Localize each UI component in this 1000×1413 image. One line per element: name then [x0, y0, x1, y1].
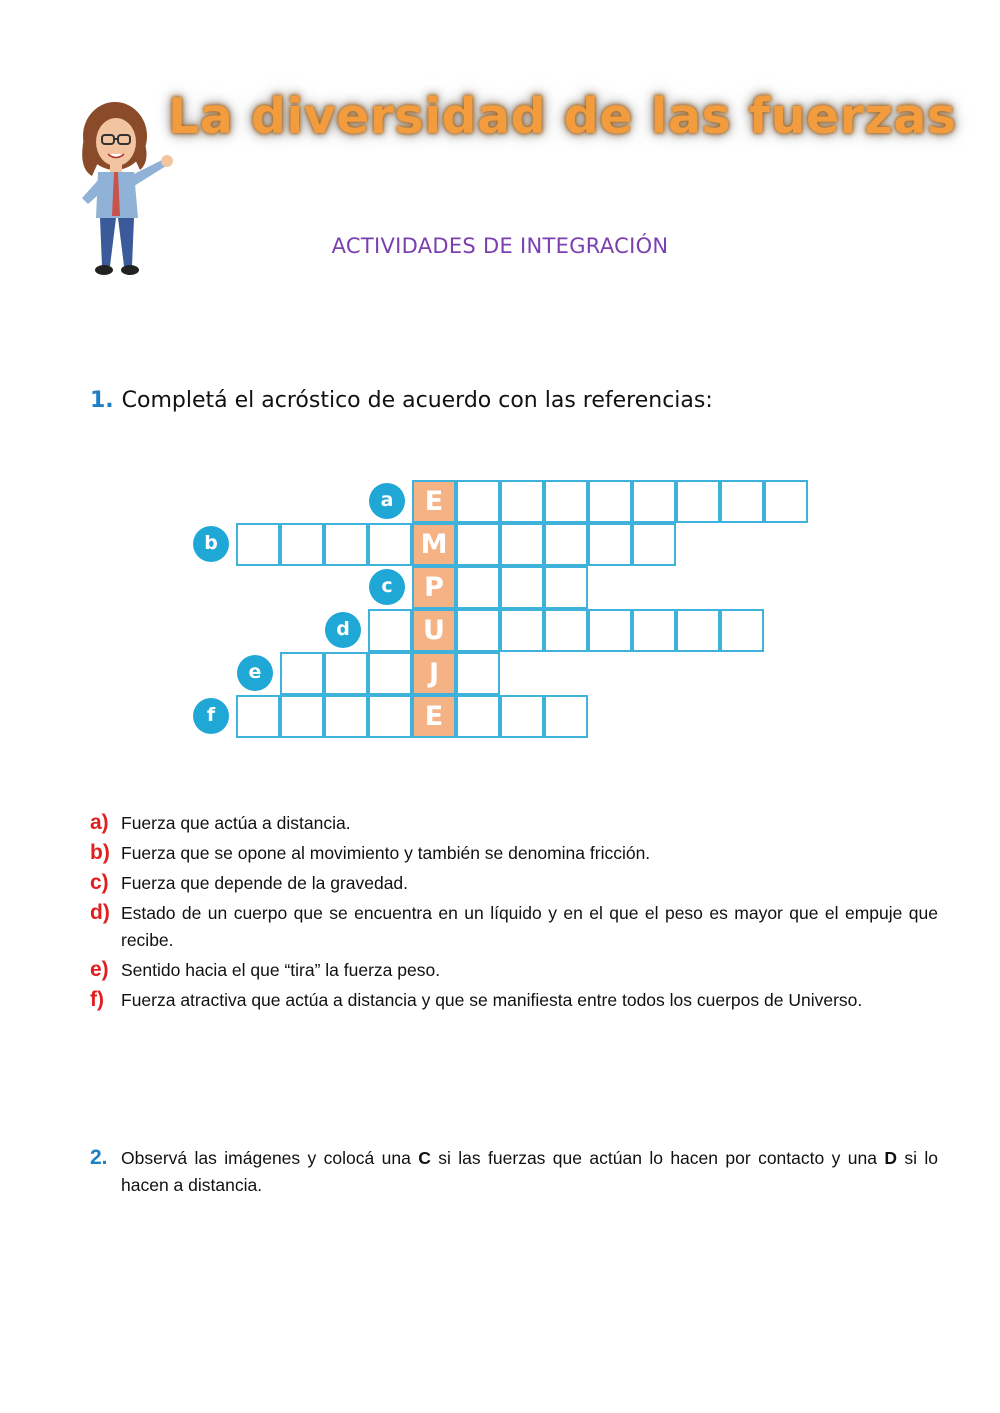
row-label-badge: b: [193, 526, 229, 562]
acrostic-answer-cell[interactable]: [544, 609, 588, 652]
clue-item: [90, 987, 938, 1014]
acrostic-answer-cell[interactable]: [368, 695, 412, 738]
exercise-2-text-part-1: Observá las imágenes y colocá una: [121, 1148, 419, 1168]
clue-text: Fuerza que se opone al movimiento y también se denomina fricción.: [121, 843, 651, 863]
acrostic-answer-cell[interactable]: [588, 523, 632, 566]
clue-letter: b): [90, 841, 110, 864]
row-label-badge: a: [369, 483, 405, 519]
row-label-badge: f: [193, 698, 229, 734]
acrostic-answer-cell[interactable]: [544, 480, 588, 523]
clue-item: [90, 810, 938, 837]
clue-list: [90, 810, 938, 1017]
acrostic-answer-cell[interactable]: [368, 523, 412, 566]
acrostic-answer-cell[interactable]: [720, 609, 764, 652]
acrostic-answer-cell[interactable]: [720, 480, 764, 523]
acrostic-answer-cell[interactable]: [632, 523, 676, 566]
clue-item: [90, 870, 938, 897]
acrostic-key-letter: J: [428, 658, 440, 689]
exercise-2-text-part-2: si las fuerzas que actúan lo hacen por contacto y una: [430, 1148, 885, 1168]
clue-text: Estado de un cuerpo que se encuentra en un líquido y en el que el peso es mayor que el empuje que recibe.: [121, 903, 938, 950]
acrostic-answer-cell[interactable]: [456, 695, 500, 738]
acrostic-answer-cell[interactable]: [588, 480, 632, 523]
clue-item: [90, 957, 938, 984]
page-title: La diversidad de las fuerzas: [168, 88, 957, 145]
clue-letter: a): [90, 811, 109, 834]
clue-text: Sentido hacia el que “tira” la fuerza peso.: [121, 960, 441, 980]
acrostic-key-letter: E: [424, 486, 444, 517]
acrostic-answer-cell[interactable]: [456, 480, 500, 523]
row-label-badge: e: [237, 655, 273, 691]
acrostic-answer-cell[interactable]: [632, 480, 676, 523]
exercise-1-number: 1.: [90, 388, 114, 413]
acrostic-answer-cell[interactable]: [632, 609, 676, 652]
clue-item: [90, 840, 938, 867]
acrostic-answer-cell[interactable]: [544, 695, 588, 738]
clue-text: Fuerza que depende de la gravedad.: [121, 873, 409, 893]
acrostic-answer-cell[interactable]: [500, 566, 544, 609]
exercise-2-instruction: [90, 1145, 938, 1199]
acrostic-key-letter: E: [424, 701, 444, 732]
acrostic-answer-cell[interactable]: [544, 566, 588, 609]
exercise-2-bold-c: C: [418, 1148, 431, 1168]
exercise-2-text-part-3: si lo hacen a distancia.: [121, 1148, 938, 1195]
acrostic-answer-cell[interactable]: [280, 652, 324, 695]
clue-letter: c): [90, 871, 109, 894]
clue-item: [90, 900, 938, 954]
acrostic-answer-cell[interactable]: [456, 652, 500, 695]
acrostic-answer-cell[interactable]: [280, 695, 324, 738]
acrostic-key-letter: M: [420, 529, 448, 560]
page-subtitle: ACTIVIDADES DE INTEGRACIÓN: [331, 234, 669, 258]
acrostic-answer-cell[interactable]: [500, 523, 544, 566]
acrostic-key-letter: P: [424, 572, 444, 603]
exercise-1-text: Completá el acróstico de acuerdo con las referencias:: [121, 388, 713, 413]
acrostic-answer-cell[interactable]: [544, 523, 588, 566]
acrostic-answer-cell[interactable]: [588, 609, 632, 652]
row-label-badge: d: [325, 612, 361, 648]
acrostic-key-letter: U: [423, 615, 445, 646]
acrostic-answer-cell[interactable]: [368, 609, 412, 652]
acrostic-answer-cell[interactable]: [236, 695, 280, 738]
acrostic-answer-cell[interactable]: [676, 609, 720, 652]
clue-letter: d): [90, 901, 110, 924]
clue-letter: e): [90, 958, 109, 981]
acrostic-answer-cell[interactable]: [764, 480, 808, 523]
acrostic-answer-cell[interactable]: [676, 480, 720, 523]
acrostic-answer-cell[interactable]: [324, 523, 368, 566]
clue-letter: f): [90, 988, 104, 1011]
exercise-2-number: 2.: [90, 1146, 108, 1169]
clue-text: Fuerza que actúa a distancia.: [121, 813, 351, 833]
acrostic-answer-cell[interactable]: [500, 695, 544, 738]
acrostic-answer-cell[interactable]: [500, 480, 544, 523]
acrostic-answer-cell[interactable]: [280, 523, 324, 566]
acrostic-answer-cell[interactable]: [324, 652, 368, 695]
acrostic-answer-cell[interactable]: [456, 609, 500, 652]
acrostic-answer-cell[interactable]: [368, 652, 412, 695]
acrostic-answer-cell[interactable]: [324, 695, 368, 738]
clue-text: Fuerza atractiva que actúa a distancia y que se manifiesta entre todos los cuerpos de Universo.: [121, 990, 863, 1010]
row-label-badge: c: [369, 569, 405, 605]
acrostic-answer-cell[interactable]: [456, 566, 500, 609]
acrostic-answer-cell[interactable]: [236, 523, 280, 566]
exercise-2-bold-d: D: [884, 1148, 897, 1168]
acrostic-answer-cell[interactable]: [456, 523, 500, 566]
acrostic-answer-cell[interactable]: [500, 609, 544, 652]
